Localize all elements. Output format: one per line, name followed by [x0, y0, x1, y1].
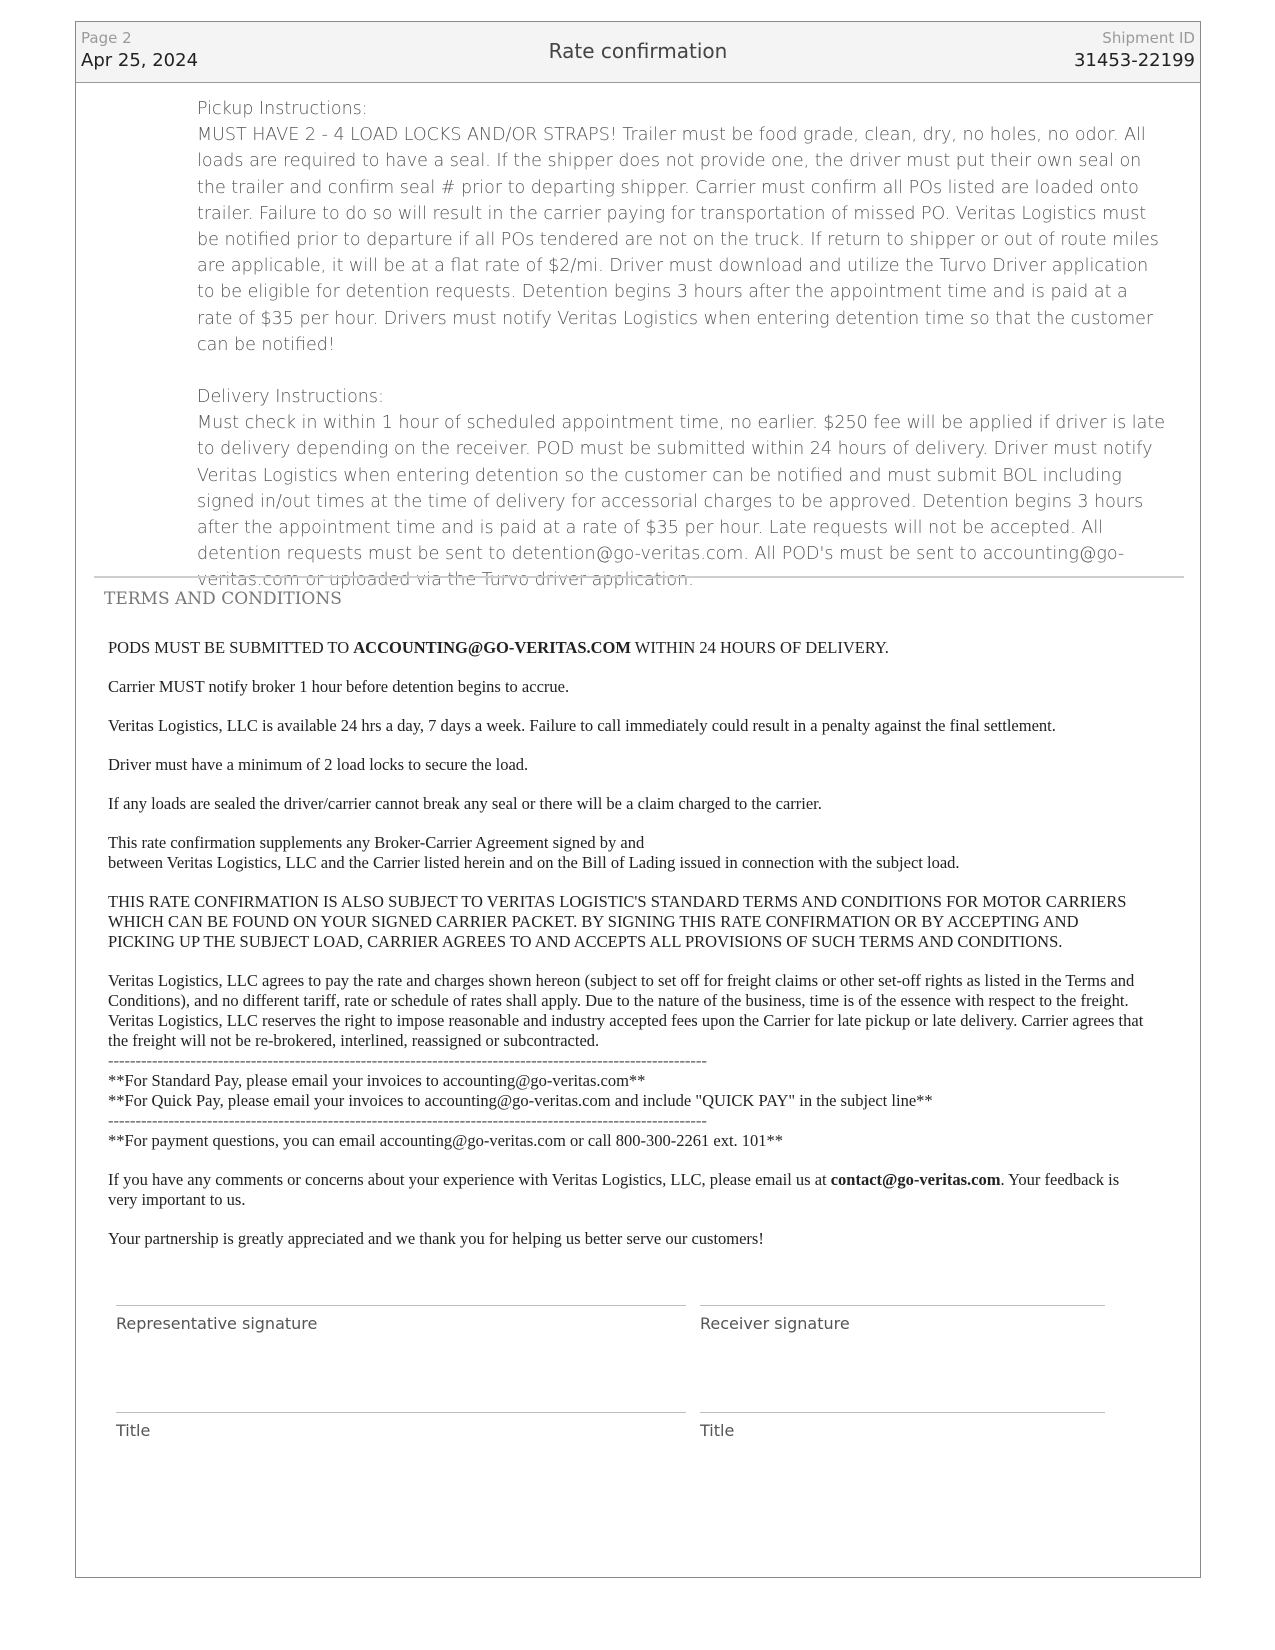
page-number: Page 2: [81, 29, 132, 47]
representative-signature-field[interactable]: [116, 1305, 686, 1333]
page-header: [76, 22, 1200, 83]
terms-supplement-line1: This rate confirmation supplements any Broker-Carrier Agreement signed by and: [108, 833, 645, 852]
shipment-id-value: 31453-22199: [1073, 50, 1195, 71]
representative-title-field[interactable]: [116, 1412, 686, 1440]
contact-email: contact@go-veritas.com: [830, 1170, 1001, 1189]
terms-pods-post: WITHIN 24 HOURS OF DELIVERY.: [630, 638, 889, 657]
terms-pods-pre: PODS MUST BE SUBMITTED TO: [108, 638, 354, 657]
receiver-title-field[interactable]: [700, 1412, 1105, 1440]
shipment-id-label: Shipment ID: [1102, 29, 1195, 47]
representative-title-label: Title: [116, 1421, 151, 1440]
terms-body: [108, 638, 1148, 1268]
terms-availability: Veritas Logistics, LLC is available 24 hrs a day, 7 days a week. Failure to call immediately could result in a penalty against the final settlement.: [108, 716, 1056, 735]
header-right: [1074, 28, 1195, 74]
terms-payment-agreement: Veritas Logistics, LLC agrees to pay the rate and charges shown hereon (subject to set off for freight claims or other set-off rights as listed in the Terms and Conditions), and no different tariff, rate or schedule of rates shall apply. Due to the nature of the business, time is of the essence with respect to the freight. Veritas Logistics, LLC reserves the right to impose reasonable and industry accepted fees upon the Carrier for late pickup or late delivery. Carrier agrees that the freight will not be re-brokered, interlined, reassigned or subcontracted.: [108, 971, 1144, 1050]
receiver-signature-label: Receiver signature: [700, 1314, 850, 1333]
document-date: Apr 25, 2024: [81, 50, 199, 71]
document-page: [75, 21, 1201, 1578]
terms-title: TERMS AND CONDITIONS: [104, 589, 342, 609]
terms-standard-conditions: THIS RATE CONFIRMATION IS ALSO SUBJECT TO VERITAS LOGISTIC'S STANDARD TERMS AND CONDITIONS FOR MOTOR CARRIERS WHICH CAN BE FOUND ON YOUR SIGNED CARRIER PACKET. BY SIGNING THIS RATE CONFIRMATION OR BY ACCEPTING AND PICKING UP THE SUBJECT LOAD, CARRIER AGREES TO AND ACCEPTS ALL PROVISIONS OF SUCH TERMS AND CONDITIONS.: [108, 892, 1127, 951]
terms-detention-notice: Carrier MUST notify broker 1 hour before detention begins to accrue.: [108, 677, 570, 696]
pickup-text: MUST HAVE 2 - 4 LOAD LOCKS AND/OR STRAPS! Trailer must be food grade, clean, dry, no holes, no odor. All loads are required to have a seal. If the shipper does not provide one, the driver must put their own seal on the trailer and confirm seal # prior to departing shipper. Carrier must confirm all POs listed are loaded onto trailer. Failure to do so will result in the carrier paying for transportation of missed PO. Veritas Logistics must be notified prior to departure if all POs tendered are not on the truck. If return to shipper or out of route miles are applicable, it will be at a flat rate of $2/mi. Driver must download and utilize the Turvo Driver application to be eligible for detention requests. Detention begins 3 hours after the appointment time and is paid at a rate of $35 per hour. Drivers must notify Veritas Logistics when entering detention time so that the customer can be notified!: [197, 125, 1159, 355]
payment-questions-note: **For payment questions, you can email accounting@go-veritas.com or call 800-300-2261 ext. 101**: [108, 1131, 784, 1150]
closing-note: Your partnership is greatly appreciated and we thank you for helping us better serve our customers!: [108, 1229, 764, 1248]
terms-pods: [108, 638, 1148, 658]
terms-supplement: [108, 833, 1148, 873]
representative-signature-label: Representative signature: [116, 1314, 318, 1333]
comments-pre: If you have any comments or concerns about your experience with Veritas Logistics, LLC, please email us at: [108, 1170, 831, 1189]
document-title: Rate confirmation: [548, 39, 728, 63]
receiver-signature-field[interactable]: [700, 1305, 1105, 1333]
quick-pay-note: **For Quick Pay, please email your invoices to accounting@go-veritas.com and include "QUICK PAY" in the subject line**: [108, 1091, 933, 1110]
section-divider: [94, 576, 1184, 578]
terms-load-locks: Driver must have a minimum of 2 load locks to secure the load.: [108, 755, 529, 774]
comments-note: [108, 1170, 1148, 1210]
delivery-heading: Delivery Instructions:: [197, 387, 384, 408]
dashed-separator: -------------------------------------------------------------------------------------------------------------: [108, 1051, 707, 1070]
dashed-separator-2: -------------------------------------------------------------------------------------------------------------: [108, 1111, 707, 1130]
pickup-heading: Pickup Instructions:: [197, 99, 368, 119]
pickup-instructions: [197, 96, 1167, 358]
delivery-instructions: [197, 384, 1167, 594]
comments-post: . Your feedback is very important to us.: [108, 1170, 1120, 1209]
terms-supplement-line2: between Veritas Logistics, LLC and the Carrier listed herein and on the Bill of Lading issued in connection with the subject load.: [108, 853, 960, 872]
terms-seals: If any loads are sealed the driver/carrier cannot break any seal or there will be a claim charged to the carrier.: [108, 794, 822, 813]
standard-pay-note: **For Standard Pay, please email your invoices to accounting@go-veritas.com**: [108, 1071, 646, 1090]
receiver-title-label: Title: [700, 1421, 735, 1440]
delivery-text: Must check in within 1 hour of scheduled appointment time, no earlier. $250 fee will be applied if driver is late to delivery depending on the receiver. POD must be submitted within 24 hours of delivery. Driver must notify Veritas Logistics when entering detention so the customer can be notified and must submit BOL including signed in/out times at the time of delivery for accessorial charges to be approved. Detention begins 3 hours after the appointment time and is paid at a rate of $35 per hour. Late requests will not be accepted. All detention requests must be sent to detention@go-veritas.com. All POD's must be sent to accounting@go-veritas.com or uploaded via the Turvo driver application.: [197, 413, 1166, 591]
pods-email: ACCOUNTING@GO-VERITAS.COM: [353, 638, 631, 657]
instructions-section: [197, 96, 1167, 594]
